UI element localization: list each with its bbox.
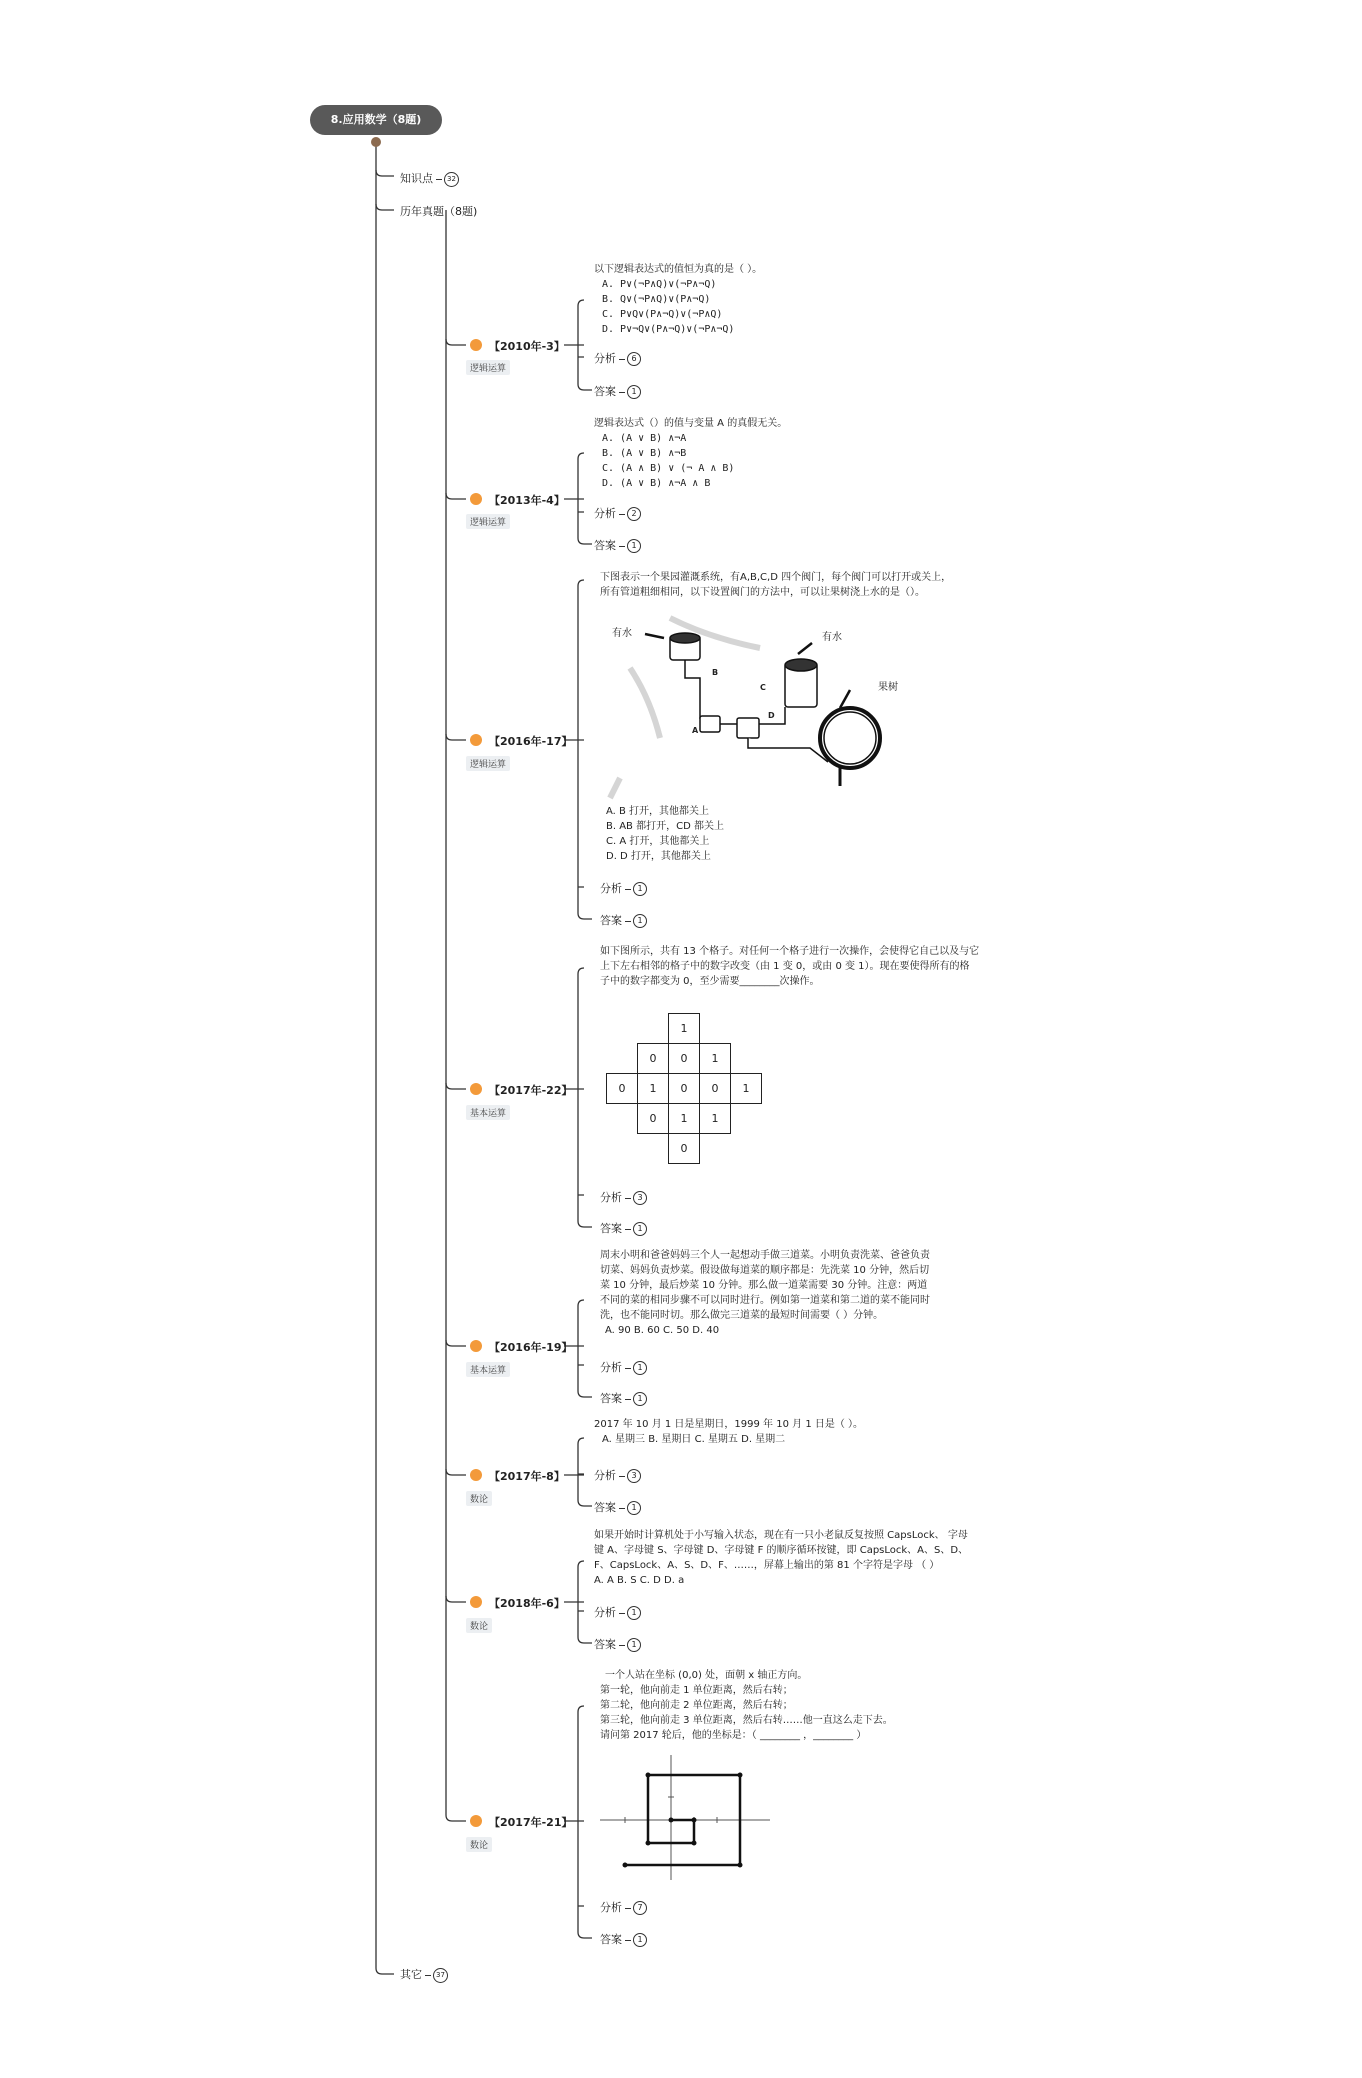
grid-cell: 1	[731, 1074, 762, 1104]
topic-tag: 逻辑运算	[466, 756, 510, 771]
topic-tag: 数论	[466, 1491, 492, 1506]
question-body	[600, 1248, 930, 1338]
question-body	[594, 1417, 863, 1447]
analysis-node[interactable]: 分析 7	[600, 1899, 647, 1915]
count-badge: 3	[633, 1191, 647, 1205]
analysis-node[interactable]: 分析 2	[594, 505, 641, 521]
question-body	[600, 944, 979, 989]
question-body	[600, 1668, 893, 1743]
orange-dot-icon	[470, 734, 482, 746]
question-label[interactable]: 【2018年-6】	[489, 1597, 565, 1610]
topic-tag: 数论	[466, 1618, 492, 1633]
count-badge: 1	[633, 1222, 647, 1236]
question-body	[594, 416, 787, 491]
orange-dot-icon	[470, 339, 482, 351]
water-label-left: 有水	[612, 628, 632, 639]
question-label[interactable]: 【2016年-19】	[489, 1341, 573, 1354]
option-d: D. (A ∨ B) ∧¬A ∧ B	[602, 478, 711, 489]
node-label: 其它	[400, 1968, 422, 1981]
question-stem: 2017 年 10 月 1 日是星期日，1999 年 10 月 1 日是（ ）。	[594, 1419, 864, 1430]
count-badge: 1	[627, 1638, 641, 1652]
answer-node[interactable]: 答案 1	[600, 1220, 647, 1236]
grid-cell: 1	[700, 1044, 731, 1074]
count-badge: 7	[633, 1901, 647, 1915]
node-label: 历年真题（8题)	[400, 205, 478, 218]
count-badge: 1	[627, 539, 641, 553]
irrigation-figure	[600, 608, 930, 808]
topic-tag: 逻辑运算	[466, 360, 510, 375]
grid-cell: 0	[638, 1104, 669, 1134]
answer-node[interactable]: 答案 1	[600, 1931, 647, 1947]
answer-node[interactable]: 答案 1	[600, 912, 647, 928]
question-stem-3: 第二轮，他向前走 2 单位距离，然后右转；	[600, 1700, 793, 1711]
answer-node[interactable]: 答案 1	[594, 1636, 641, 1652]
count-badge: 1	[633, 1361, 647, 1375]
answer-node[interactable]: 答案 1	[594, 1499, 641, 1515]
count-badge: 1	[627, 1606, 641, 1620]
node-past-exams[interactable]	[400, 203, 477, 219]
question-stem-2: 键 A、字母键 S、字母键 D、字母键 F 的顺序循环按键，即 CapsLock、A、S、D、	[594, 1545, 969, 1556]
question-stem-5: 洗，也不能同时切。那么做完三道菜的最短时间需要（ ）分钟。	[600, 1310, 884, 1321]
option-c: C. (A ∧ B) ∨ (¬ A ∧ B)	[602, 463, 735, 474]
orange-dot-icon	[470, 1596, 482, 1608]
topic-tag: 逻辑运算	[466, 514, 510, 529]
grid-cell: 0	[638, 1044, 669, 1074]
analysis-node[interactable]: 分析 1	[600, 1359, 647, 1375]
question-stem: 下图表示一个果园灌溉系统，有A,B,C,D 四个阀门，每个阀门可以打开或关上，	[600, 572, 952, 583]
valve-label: C	[760, 683, 766, 692]
question-label[interactable]: 【2017年-21】	[489, 1816, 573, 1829]
question-stem-2: 切菜、妈妈负责炒菜。假设做每道菜的顺序都是：先洗菜 10 分钟，然后切	[600, 1265, 930, 1276]
question-label[interactable]: 【2017年-8】	[489, 1470, 565, 1483]
option-b: B. (A ∨ B) ∧¬B	[602, 448, 687, 459]
count-badge: 1	[633, 1392, 647, 1406]
count-badge: 2	[627, 507, 641, 521]
question-label[interactable]: 【2016年-17】	[489, 735, 573, 748]
orange-dot-icon	[470, 1083, 482, 1095]
options-list	[606, 804, 724, 864]
answer-node[interactable]: 答案 1	[600, 1390, 647, 1406]
question-stem: 一个人站在坐标 (0,0) 处，面朝 x 轴正方向。	[605, 1670, 808, 1681]
answer-node[interactable]: 答案 1	[594, 537, 641, 553]
node-label: 知识点	[400, 172, 433, 185]
question-stem-2: 上下左右相邻的格子中的数字改变（由 1 变 0，或由 0 变 1）。现在要使得所有的格	[600, 961, 970, 972]
spiral-path-figure	[600, 1755, 770, 1880]
option-a: A. B 打开，其他都关上	[606, 806, 710, 817]
option-b: B. AB 都打开，CD 都关上	[606, 821, 724, 832]
answer-node[interactable]: 答案 1	[594, 383, 641, 399]
question-label[interactable]: 【2013年-4】	[489, 494, 565, 507]
option-b: B. Q∨(¬P∧Q)∨(P∧¬Q)	[602, 294, 711, 305]
question-stem-4: 不同的菜的相同步骤不可以同时进行。例如第一道菜和第二道的菜不能同时	[600, 1295, 930, 1306]
grid-cell: 0	[669, 1044, 700, 1074]
question-stem-2: 第一轮，他向前走 1 单位距离，然后右转；	[600, 1685, 793, 1696]
orange-dot-icon	[470, 1340, 482, 1352]
question-stem-5: 请问第 2017 轮后，他的坐标是：（ ________ ，________ ）	[600, 1730, 867, 1741]
question-label[interactable]: 【2017年-22】	[489, 1084, 573, 1097]
options: A. 90 B. 60 C. 50 D. 40	[605, 1325, 720, 1336]
question-stem-3: 菜 10 分钟，最后炒菜 10 分钟。那么做一道菜需要 30 分钟。注意：两道	[600, 1280, 928, 1291]
question-stem: 如果开始时计算机处于小写输入状态，现在有一只小老鼠反复按照 CapsLock、 字母	[594, 1530, 968, 1541]
question-stem: 以下逻辑表达式的值恒为真的是（ ）。	[594, 264, 763, 275]
count-badge: 1	[627, 385, 641, 399]
option-c: C. P∨Q∨(P∧¬Q)∨(¬P∧Q)	[602, 309, 723, 320]
analysis-node[interactable]: 分析 1	[600, 880, 647, 896]
question-stem-3: F、CapsLock、A、S、D、F、……，屏幕上输出的第 81 个字符是字母 （ ）	[594, 1560, 940, 1571]
question-stem: 周末小明和爸爸妈妈三个人一起想动手做三道菜。小明负责洗菜、爸爸负责	[600, 1250, 930, 1261]
analysis-node[interactable]: 分析 1	[594, 1604, 641, 1620]
count-badge: 6	[627, 352, 641, 366]
analysis-node[interactable]: 分析 3	[600, 1189, 647, 1205]
count-badge: 1	[627, 1501, 641, 1515]
number-grid	[606, 1013, 762, 1164]
question-body	[594, 1528, 968, 1588]
option-a: A. P∨(¬P∧Q)∨(¬P∧¬Q)	[602, 279, 717, 290]
question-stem: 如下图所示，共有 13 个格子。对任何一个格子进行一次操作，会使得它自己以及与它	[600, 946, 980, 957]
analysis-node[interactable]: 分析 3	[594, 1467, 641, 1483]
valve-label: D	[768, 711, 775, 720]
valve-label: B	[712, 668, 719, 677]
question-body	[594, 262, 762, 337]
question-body	[600, 570, 951, 600]
grid-cell: 1	[669, 1104, 700, 1134]
count-badge: 37	[433, 1968, 448, 1983]
orange-dot-icon	[470, 1815, 482, 1827]
grid-cell: 0	[669, 1134, 700, 1164]
analysis-node[interactable]: 分析 6	[594, 350, 641, 366]
topic-tag: 数论	[466, 1837, 492, 1852]
count-badge: 3	[627, 1469, 641, 1483]
option-d: D. D 打开，其他都关上	[606, 851, 711, 862]
question-stem: 逻辑表达式（）的值与变量 A 的真假无关。	[594, 418, 788, 429]
option-d: D. P∨¬Q∨(P∧¬Q)∨(¬P∧¬Q)	[602, 324, 735, 335]
root-node[interactable]: 8.应用数学（8题)	[310, 105, 442, 135]
options: A. 星期三 B. 星期日 C. 星期五 D. 星期二	[602, 1434, 786, 1445]
count-badge: 32	[444, 172, 459, 187]
topic-tag: 基本运算	[466, 1105, 510, 1120]
grid-cell: 0	[607, 1074, 638, 1104]
option-a: A. (A ∨ B) ∧¬A	[602, 433, 687, 444]
question-label[interactable]: 【2010年-3】	[489, 340, 565, 353]
topic-tag: 基本运算	[466, 1362, 510, 1377]
node-knowledge-points[interactable]	[400, 170, 459, 187]
grid-cell: 0	[700, 1074, 731, 1104]
options: A. A B. S C. D D. a	[594, 1575, 685, 1586]
orange-dot-icon	[470, 1469, 482, 1481]
question-stem-2: 所有管道粗细相同，以下设置阀门的方法中，可以让果树浇上水的是（）。	[600, 587, 925, 598]
node-other[interactable]	[400, 1966, 448, 1983]
valve-label: A	[692, 726, 699, 735]
count-badge: 1	[633, 914, 647, 928]
count-badge: 1	[633, 1933, 647, 1947]
question-stem-4: 第三轮，他向前走 3 单位距离，然后右转……他一直这么走下去。	[600, 1715, 893, 1726]
option-c: C. A 打开，其他都关上	[606, 836, 710, 847]
grid-cell: 1	[638, 1074, 669, 1104]
question-stem-3: 子中的数字都变为 0，至少需要________次操作。	[600, 976, 820, 987]
grid-cell: 1	[700, 1104, 731, 1134]
water-label-right: 有水	[822, 632, 842, 643]
tree-label: 果树	[878, 682, 898, 693]
orange-dot-icon	[470, 493, 482, 505]
count-badge: 1	[633, 882, 647, 896]
grid-cell: 1	[669, 1014, 700, 1044]
grid-cell: 0	[669, 1074, 700, 1104]
